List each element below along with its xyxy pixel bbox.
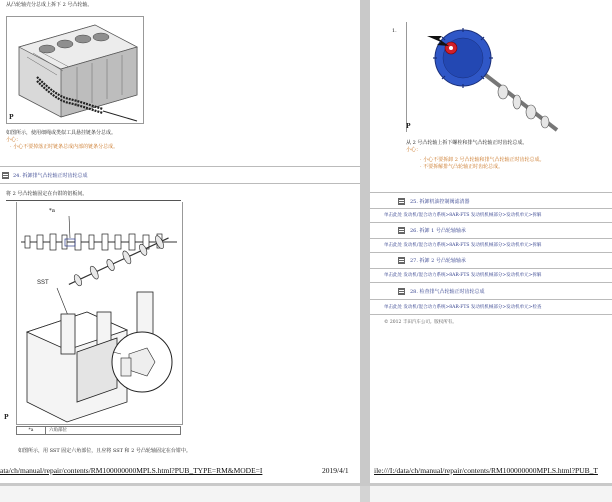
figure-label: P <box>406 123 411 130</box>
divider <box>370 222 612 223</box>
section-title: 26. 拆卸 1 号凸轮轴轴承 <box>410 228 466 234</box>
divider <box>370 192 612 193</box>
next-left-page-edge <box>0 486 360 502</box>
step-number: 1. <box>392 28 397 34</box>
legend-table <box>16 426 181 435</box>
divider <box>370 208 612 209</box>
callout-a: *a <box>49 208 56 214</box>
bottom-text: 如图所示，用 SST 固定六角部位，且应将 SST 和 2 号凸轮轴固定在台钳中。 <box>18 448 191 454</box>
section-toggle-icon[interactable] <box>398 288 405 295</box>
figure-label: P <box>9 114 14 121</box>
copyright: © 2012 丰田汽车公司。版权所有。 <box>384 320 457 325</box>
divider <box>0 183 360 184</box>
engine-block-illustration <box>7 17 143 123</box>
right-page <box>370 0 612 483</box>
divider <box>0 166 360 167</box>
engine-figure <box>6 16 144 124</box>
step-rule <box>6 200 181 201</box>
caution-bullet: · 小心不要拆卸 2 号凸轮轴和排气凸轮轴正时齿轮总成。 <box>420 157 545 163</box>
section-toggle-icon[interactable] <box>398 198 405 205</box>
note-line-1: 如图所示，使用细绳或类似工具悬挂链条分总成。 <box>6 130 117 136</box>
section-link[interactable]: 单击此处 发动机/混合动力系统>8AR-FTS 发动机机械部分>发动机单元>拆解 <box>384 243 542 248</box>
divider <box>370 238 612 239</box>
footer-date: 2019/4/1 <box>322 466 349 475</box>
section-title: 27. 拆卸 2 号凸轮轴轴承 <box>410 258 466 264</box>
gear-figure <box>406 22 567 132</box>
divider <box>370 252 612 253</box>
section-title: 28. 检查排气凸轮轴正时齿轮总成 <box>410 289 485 295</box>
section-link[interactable]: 单击此处 发动机/混合动力系统>8AR-FTS 发动机机械部分>发动机单元>拆解 <box>384 213 542 218</box>
timing-gear-illustration <box>407 22 567 132</box>
step-text: 将 2 号凸轮轴固定在台钳的铝板间。 <box>6 191 88 197</box>
figure-label: P <box>4 414 9 421</box>
caution-label: 小心： <box>406 147 422 153</box>
legend-value: 六角部位 <box>46 427 181 435</box>
section-link[interactable]: 单击此处 发动机/混合动力系统>8AR-FTS 发动机机械部分>发动机单元>拆解 <box>384 273 542 278</box>
top-text: 从凸轮轴壳分总成上拆下 2 号凸轮轴。 <box>6 2 93 8</box>
callout-sst: SST <box>37 280 49 286</box>
section-title: 25. 拆卸机油控制阀滤清器 <box>410 199 470 205</box>
camshaft-vise-figure <box>16 202 183 425</box>
caution-text: · 小心不要掉落正时链条总成内部的链条分总成。 <box>10 144 119 150</box>
section-toggle-icon[interactable] <box>2 172 9 179</box>
footer-url[interactable]: ile:///I:/data/ch/manual/repair/contents/RM100000000MPLS.html?PUB_T <box>374 466 598 475</box>
legend-key: *a <box>17 427 46 435</box>
divider <box>370 314 612 315</box>
caution-label: 小心： <box>6 137 22 143</box>
divider <box>370 299 612 300</box>
section-link[interactable]: 单击此处 发动机/混合动力系统>8AR-FTS 发动机机械部分>发动机单元>检查 <box>384 305 542 310</box>
next-right-page-edge <box>370 486 612 502</box>
camshaft-vise-illustration <box>17 202 182 424</box>
legend-row <box>17 427 181 435</box>
section-title: 24. 拆卸排气凸轮轴正时齿轮总成 <box>13 173 88 179</box>
section-toggle-icon[interactable] <box>398 257 405 264</box>
divider <box>370 282 612 283</box>
next-page-strip <box>0 486 612 502</box>
divider <box>370 268 612 269</box>
section-toggle-icon[interactable] <box>398 227 405 234</box>
caution-bullet: · 不要拆解排气凸轮轴正时齿轮总成。 <box>420 164 504 170</box>
footer-url[interactable]: ata/ch/manual/repair/contents/RM100000000MPLS.html?PUB_TYPE=RM&MODE=I <box>0 466 263 475</box>
instruction-text: 从 2 号凸轮轴上拆下螺栓和排气凸轮轴正时齿轮总成。 <box>406 140 528 146</box>
